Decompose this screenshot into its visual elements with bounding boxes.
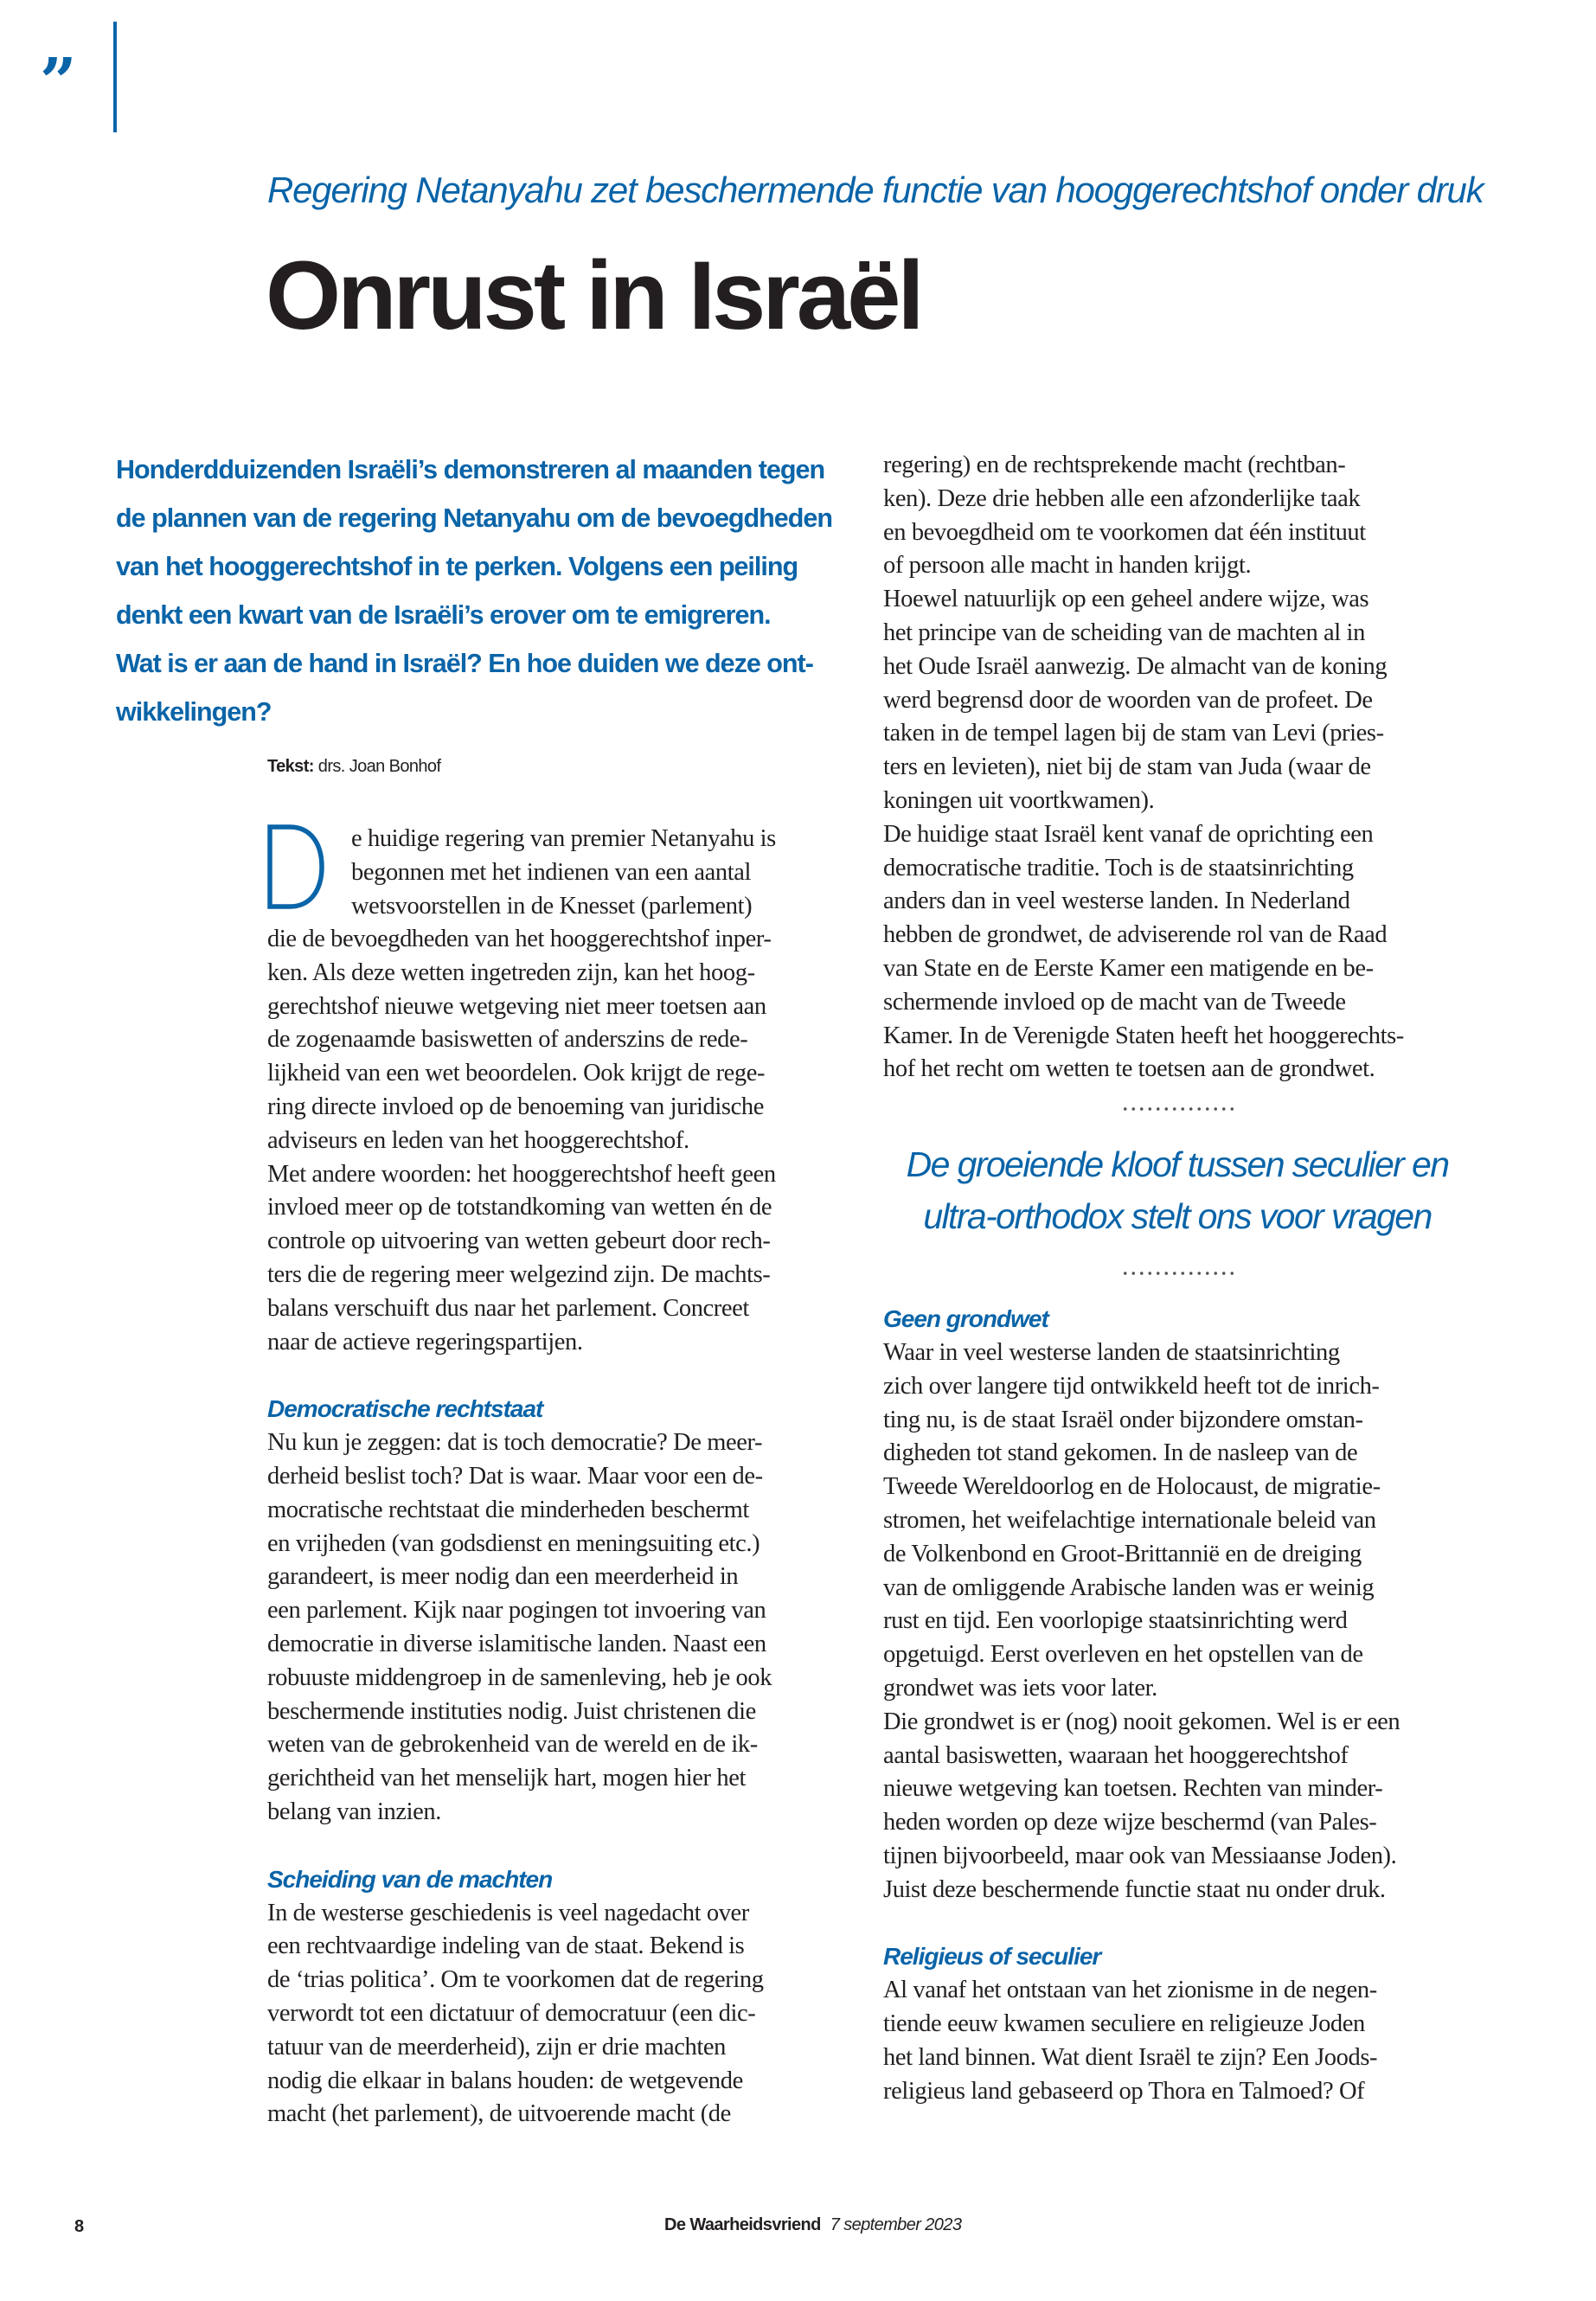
body-line: Juist deze beschermende functie staat nu onder druk. — [883, 1875, 1386, 1903]
body-line: het land binnen. Wat dient Israël te zijn? Een Joods- — [883, 2043, 1378, 2071]
body-line: ters die de regering meer welgezind zijn. De machts- — [267, 1260, 771, 1288]
body-line: nodig die elkaar in balans houden: de wetgevende — [267, 2067, 743, 2094]
continuation-text — [883, 449, 1471, 1086]
body-line: De huidige staat Israël kent vanaf de oprichting een — [883, 820, 1374, 848]
body-line: hebben de grondwet, de adviserende rol van de Raad — [883, 921, 1388, 949]
body-line: religieus land gebaseerd op Thora en Talmoed? Of — [883, 2077, 1365, 2105]
body-line: beschermende instituties nodig. Juist christenen die — [267, 1697, 756, 1725]
body-line: schermende invloed op de macht van de Tweede — [883, 988, 1346, 1016]
body-line: lijkheid van een wet beoordelen. Ook krijgt de rege- — [267, 1060, 766, 1087]
body-line: derheid beslist toch? Dat is waar. Maar voor een de- — [267, 1462, 763, 1490]
body-line: adviseurs en leden van het hooggerechtshof. — [267, 1126, 689, 1154]
body-line: koningen uit voortkwamen). — [883, 786, 1155, 814]
body-line: tiende eeuw kwamen seculiere en religieuze Joden — [883, 2010, 1365, 2038]
body-line: het Oude Israël aanwezig. De almacht van de koning — [883, 652, 1388, 680]
intro-line: Honderdduizenden Israëli’s demonstreren al maanden tegen — [116, 455, 825, 484]
drop-cap-d — [267, 824, 324, 909]
byline-author: drs. Joan Bonhof — [317, 757, 441, 776]
article-kicker: Regering Netanyahu zet beschermende functie van hooggerechtshof onder druk — [267, 170, 1484, 210]
article-intro — [116, 445, 860, 736]
body-line: rust en tijd. Een voorlopige staatsinrichting werd — [883, 1607, 1348, 1635]
body-line: de zogenaamde basiswetten of anderszins de rede- — [267, 1026, 748, 1054]
body-line: een rechtvaardige indeling van de staat. Bekend is — [267, 1932, 745, 1960]
pull-quote — [883, 1106, 1471, 1277]
dotted-separator-top — [1121, 1106, 1234, 1112]
closing-quote-icon: ” — [40, 45, 72, 119]
body-line: opgetuigd. Eerst overleven en het opstellen van de — [883, 1641, 1363, 1669]
body-line: van State en de Eerste Kamer een matigende en be- — [883, 954, 1374, 982]
body-line: Waar in veel westerse landen de staatsinrichting — [883, 1338, 1340, 1366]
body-line: anders dan in veel westerse landen. In Nederland — [883, 888, 1350, 915]
body-line: of persoon alle macht in handen krijgt. — [883, 552, 1252, 580]
publication-footer — [664, 2215, 961, 2235]
vertical-rule — [113, 22, 117, 132]
body-line: controle op uitvoering van wetten gebeurt door rech- — [267, 1227, 771, 1255]
body-line: stromen, het weifelachtige internationale beleid van — [883, 1506, 1376, 1534]
body-line: weten van de gebrokenheid van de wereld en de ik- — [267, 1731, 758, 1759]
opening-paragraph-dropcap-block — [267, 823, 856, 923]
opening-paragraph — [267, 923, 856, 1359]
section-heading-scheiding-van-de-machten: Scheiding van de machten — [267, 1865, 553, 1893]
section-heading-religieus-of-seculier: Religieus of seculier — [883, 1943, 1101, 1971]
body-line: In de westerse geschiedenis is veel nagedacht over — [267, 1899, 749, 1926]
body-line: tijnen bijvoorbeeld, maar ook van Messiaanse Joden). — [883, 1842, 1397, 1869]
byline-label: Tekst: — [267, 757, 314, 776]
intro-line: wikkelingen? — [116, 697, 272, 727]
body-line: macht (het parlement), de uitvoerende macht (de — [267, 2100, 731, 2128]
body-line: robuuste middengroep in de samenleving, heb je ook — [267, 1663, 772, 1691]
body-line: die de bevoegdheden van het hooggerechtshof inper- — [267, 926, 772, 952]
body-line: e huidige regering van premier Netanyahu is — [351, 825, 776, 852]
body-line: Tweede Wereldoorlog en de Holocaust, de migratie- — [883, 1473, 1381, 1501]
publication-name: De Waarheidsvriend — [664, 2215, 821, 2234]
body-line: ken. Als deze wetten ingetreden zijn, kan het hoog- — [267, 958, 755, 986]
body-line: Die grondwet is er (nog) nooit gekomen. Wel is er een — [883, 1708, 1401, 1735]
body-line: nieuwe wetgeving kan toetsen. Rechten van minder- — [883, 1775, 1383, 1803]
body-line: van de omliggende Arabische landen was er weinig — [883, 1574, 1375, 1601]
intro-line: Wat is er aan de hand in Israël? En hoe duiden we deze ont- — [116, 649, 813, 678]
body-line: mocratische rechtstaat die minderheden beschermt — [267, 1496, 749, 1523]
body-line: digheden tot stand gekomen. In de nasleep van de — [883, 1439, 1358, 1467]
body-line: Kamer. In de Verenigde Staten heeft het hooggerechts- — [883, 1022, 1404, 1049]
body-line: werd begrensd door de woorden van de profeet. De — [883, 686, 1373, 714]
body-line: ken). Deze drie hebben alle een afzonderlijke taak — [883, 484, 1361, 512]
body-line: hof het recht om wetten te toetsen aan de grondwet. — [883, 1055, 1375, 1083]
body-line: ting nu, is de staat Israël onder bijzondere omstan- — [883, 1406, 1363, 1433]
body-line: Al vanaf het ontstaan van het zionisme in de negen- — [883, 1977, 1377, 2004]
dotted-separator-bottom — [1121, 1270, 1234, 1277]
body-line: Met andere woorden: het hooggerechtshof heeft geen — [267, 1160, 776, 1188]
publication-date: 7 september 2023 — [830, 2215, 962, 2234]
section-heading-democratische-rechtstaat: Democratische rechtstaat — [267, 1395, 543, 1423]
article-title: Onrust in Israël — [266, 241, 921, 349]
right-column — [883, 449, 1471, 2108]
body-line: grondwet was iets voor later. — [883, 1674, 1157, 1702]
body-line: democratische traditie. Toch is de staatsinrichting — [883, 854, 1354, 881]
body-line: en vrijheden (van godsdienst en meningsuiting etc.) — [267, 1529, 760, 1557]
pull-quote-text — [883, 1138, 1471, 1242]
body-line: Hoewel natuurlijk op een geheel andere wijze, was — [883, 586, 1369, 613]
body-line: balans verschuift dus naar het parlement. Concreet — [267, 1294, 749, 1322]
body-line: tatuur van de meerderheid), zijn er drie machten — [267, 2033, 726, 2061]
pull-quote-line: De groeiende kloof tussen seculier en — [906, 1144, 1449, 1185]
section-geen-grondwet-body — [883, 1336, 1471, 1907]
body-line: de ‘trias politica’. Om te voorkomen dat de regering — [267, 1966, 764, 1994]
body-line: een parlement. Kijk naar pogingen tot invoering van — [267, 1597, 766, 1625]
body-line: Nu kun je zeggen: dat is toch democratie? De meer- — [267, 1429, 763, 1457]
body-line: invloed meer op de totstandkoming van wetten én de — [267, 1194, 772, 1221]
section-democratische-rechtstaat-body — [267, 1426, 856, 1830]
body-line: gerechtshof nieuwe wetgeving niet meer toetsen aan — [267, 992, 766, 1020]
pull-quote-line: ultra-orthodox stelt ons voor vragen — [923, 1196, 1432, 1237]
body-line: naar de actieve regeringspartijen. — [267, 1328, 583, 1356]
body-line: belang van inzien. — [267, 1798, 441, 1825]
body-line: regering) en de rechtsprekende macht (rechtban- — [883, 452, 1346, 478]
page-number: 8 — [74, 2217, 85, 2236]
body-line: aantal basiswetten, waaraan het hooggerechtshof — [883, 1741, 1349, 1769]
body-line: de Volkenbond en Groot-Brittannië en de dreiging — [883, 1540, 1362, 1567]
body-line: begonnen met het indienen van een aantal — [351, 858, 751, 886]
body-line: het principe van de scheiding van de machten al in — [883, 619, 1365, 646]
section-religieus-body — [883, 1974, 1471, 2108]
byline — [267, 757, 440, 777]
body-line: ring directe invloed op de benoeming van juridische — [267, 1093, 764, 1120]
body-line: en bevoegdheid om te voorkomen dat één instituut — [883, 518, 1366, 546]
body-line: wetsvoorstellen in de Knesset (parlement) — [351, 892, 753, 920]
left-column — [267, 823, 856, 2131]
body-line: taken in de tempel lagen bij de stam van Levi (pries- — [883, 720, 1384, 747]
body-line: verwordt tot een dictatuur of democratuur (een dic- — [267, 1999, 756, 2027]
body-line: ters en levieten), niet bij de stam van Juda (waar de — [883, 753, 1371, 781]
intro-line: denkt een kwart van de Israëli’s erover om te emigreren. — [116, 600, 771, 630]
body-line: gerichtheid van het menselijk hart, mogen hier het — [267, 1765, 746, 1792]
body-line: democratie in diverse islamitische landen. Naast een — [267, 1630, 766, 1657]
intro-line: van het hooggerechtshof in te perken. Volgens een peiling — [116, 552, 798, 581]
intro-line: de plannen van de regering Netanyahu om de bevoegdheden — [116, 503, 832, 533]
body-line: garandeert, is meer nodig dan een meerderheid in — [267, 1563, 739, 1591]
section-heading-geen-grondwet: Geen grondwet — [883, 1305, 1048, 1333]
body-line: zich over langere tijd ontwikkeld heeft tot de inrich- — [883, 1372, 1380, 1400]
section-scheiding-body — [267, 1897, 856, 2132]
body-line: heden worden op deze wijze beschermd (van Pales- — [883, 1809, 1377, 1836]
